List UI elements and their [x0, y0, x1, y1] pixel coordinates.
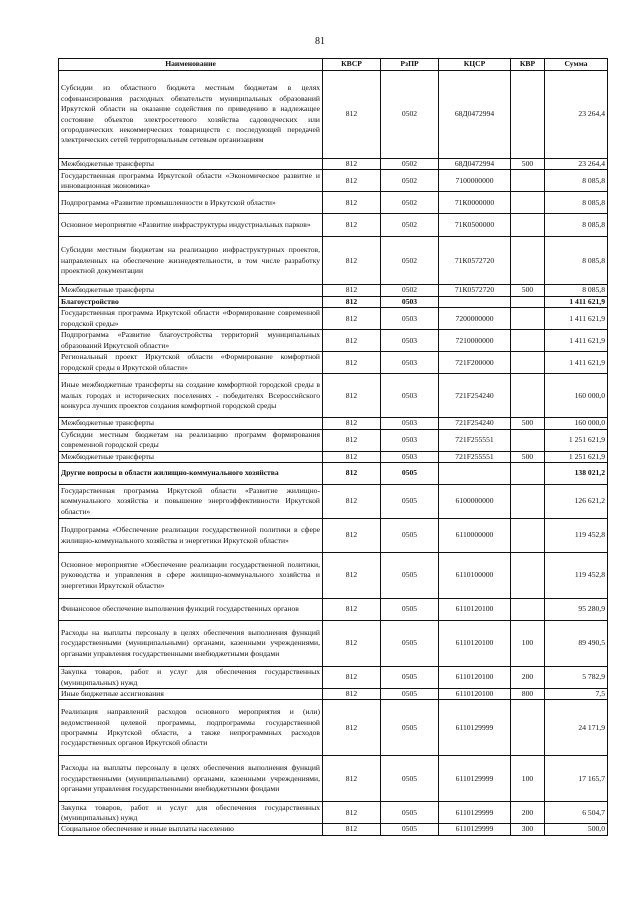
cell-kcsr: 6110120100 [439, 689, 511, 700]
cell-kvsr: 812 [323, 159, 381, 170]
cell-rzpr: 0505 [381, 802, 439, 824]
table-row [59, 429, 608, 451]
cell-rzpr: 0503 [381, 330, 439, 352]
cell-sum: 1 251 621,9 [545, 451, 608, 462]
cell-sum: 89 490,5 [545, 621, 608, 667]
table-row [59, 308, 608, 330]
cell-rzpr: 0502 [381, 237, 439, 285]
cell-kcsr: 71К0572720 [439, 237, 511, 285]
cell-kvsr: 812 [323, 802, 381, 824]
cell-kcsr: 68Д0472994 [439, 159, 511, 170]
cell-kcsr: 6110120100 [439, 621, 511, 667]
cell-name: Подпрограмма «Развитие благоустройства территорий муниципальных образований Иркутской области» [59, 330, 323, 352]
cell-rzpr: 0505 [381, 463, 439, 485]
cell-kcsr: 71К0000000 [439, 192, 511, 214]
cell-sum: 1 411 621,9 [545, 308, 608, 330]
cell-kvr [511, 429, 545, 451]
cell-kvr [511, 170, 545, 192]
table-header-row [59, 59, 608, 71]
cell-rzpr: 0505 [381, 485, 439, 519]
table-row [59, 756, 608, 802]
cell-kcsr [439, 296, 511, 307]
cell-kvsr: 812 [323, 214, 381, 237]
table-row [59, 285, 608, 296]
budget-table [58, 58, 608, 836]
table-row [59, 330, 608, 352]
cell-name: Закупка товаров, работ и услуг для обеспечения государственных (муниципальных) нужд [59, 802, 323, 824]
cell-name: Подпрограмма «Обеспечение реализации государственной политики в сфере жилищно-коммунального хозяйства и энергетики Иркутской области» [59, 519, 323, 553]
table-row [59, 352, 608, 374]
header-kvr: КВР [511, 59, 545, 71]
cell-name: Государственная программа Иркутской области «Экономическое развитие и инновационная экономика» [59, 170, 323, 192]
cell-kvr [511, 374, 545, 418]
cell-kvsr: 812 [323, 418, 381, 429]
cell-sum: 126 621,2 [545, 485, 608, 519]
cell-sum: 95 280,9 [545, 599, 608, 621]
cell-rzpr: 0505 [381, 824, 439, 835]
table-row [59, 451, 608, 462]
table-row [59, 689, 608, 700]
cell-kvr [511, 700, 545, 756]
cell-name: Основное мероприятие «Развитие инфраструктуры индустриальных парков» [59, 214, 323, 237]
cell-sum: 1 411 621,9 [545, 296, 608, 307]
cell-name: Реализация направлений расходов основного мероприятия и (или) ведомственной целевой программы, подпрограммы государственной программы Иркутской области, а также непрограммных расходов государственных органов Иркутской области [59, 700, 323, 756]
cell-kcsr: 6110000000 [439, 519, 511, 553]
cell-rzpr: 0502 [381, 159, 439, 170]
cell-kcsr: 721F254240 [439, 374, 511, 418]
cell-kvr: 500 [511, 418, 545, 429]
cell-name: Межбюджетные трансферты [59, 285, 323, 296]
cell-kvsr: 812 [323, 700, 381, 756]
cell-kvsr: 812 [323, 237, 381, 285]
cell-kvr [511, 463, 545, 485]
cell-kvr [511, 296, 545, 307]
cell-sum: 8 085,8 [545, 170, 608, 192]
table-row [59, 824, 608, 835]
table-row [59, 463, 608, 485]
cell-rzpr: 0503 [381, 296, 439, 307]
header-kvsr: КВСР [323, 59, 381, 71]
cell-name: Иные межбюджетные трансферты на создание комфортной городской среды в малых городах и исторических поселениях - победителях Всероссийского конкурса лучших проектов создания комфортной городской среды [59, 374, 323, 418]
cell-kvsr: 812 [323, 689, 381, 700]
cell-rzpr: 0503 [381, 429, 439, 451]
page-number: 81 [315, 36, 325, 47]
cell-sum: 1 411 621,9 [545, 352, 608, 374]
cell-name: Межбюджетные трансферты [59, 451, 323, 462]
cell-kvr: 100 [511, 756, 545, 802]
table-row [59, 192, 608, 214]
cell-kvsr: 812 [323, 667, 381, 689]
cell-rzpr: 0505 [381, 700, 439, 756]
cell-kvr: 200 [511, 802, 545, 824]
cell-name: Финансовое обеспечение выполнения функций государственных органов [59, 599, 323, 621]
cell-kvsr: 812 [323, 170, 381, 192]
cell-sum: 8 085,8 [545, 285, 608, 296]
cell-rzpr: 0505 [381, 621, 439, 667]
cell-kvr [511, 599, 545, 621]
cell-sum: 23 264,4 [545, 71, 608, 159]
cell-kvr [511, 519, 545, 553]
cell-name: Социальное обеспечение и иные выплаты населению [59, 824, 323, 835]
cell-kvsr: 812 [323, 599, 381, 621]
cell-sum: 8 085,8 [545, 237, 608, 285]
header-kcsr: КЦСР [439, 59, 511, 71]
cell-sum: 138 021,2 [545, 463, 608, 485]
cell-rzpr: 0505 [381, 599, 439, 621]
header-sum: Сумма [545, 59, 608, 71]
cell-rzpr: 0502 [381, 71, 439, 159]
cell-kvr [511, 71, 545, 159]
cell-kvr: 500 [511, 159, 545, 170]
cell-name: Подпрограмма «Развитие промышленности в Иркутской области» [59, 192, 323, 214]
cell-kcsr: 6110129999 [439, 700, 511, 756]
table-row [59, 621, 608, 667]
table-row [59, 214, 608, 237]
cell-kcsr: 7210000000 [439, 330, 511, 352]
cell-sum: 17 165,7 [545, 756, 608, 802]
cell-kvr [511, 308, 545, 330]
cell-kcsr: 6110129999 [439, 756, 511, 802]
table-row [59, 599, 608, 621]
cell-kvsr: 812 [323, 553, 381, 599]
cell-kcsr: 6110120100 [439, 667, 511, 689]
cell-name: Субсидии местным бюджетам на реализацию инфраструктурных проектов, направленных на обеспечение жизнедеятельности, в том числе разработку проектной документации [59, 237, 323, 285]
cell-sum: 160 000,0 [545, 418, 608, 429]
cell-kvsr: 812 [323, 429, 381, 451]
cell-kcsr: 6110129999 [439, 824, 511, 835]
cell-kcsr: 721F255551 [439, 451, 511, 462]
cell-sum: 6 504,7 [545, 802, 608, 824]
cell-sum: 24 171,9 [545, 700, 608, 756]
cell-kcsr: 721F255551 [439, 429, 511, 451]
cell-kvsr: 812 [323, 285, 381, 296]
cell-kvr [511, 214, 545, 237]
cell-kvsr: 812 [323, 192, 381, 214]
cell-kvr: 300 [511, 824, 545, 835]
cell-kvr [511, 485, 545, 519]
cell-rzpr: 0503 [381, 451, 439, 462]
cell-kvsr: 812 [323, 352, 381, 374]
cell-sum: 7,5 [545, 689, 608, 700]
cell-kcsr: 7100000000 [439, 170, 511, 192]
cell-kcsr [439, 463, 511, 485]
table-row [59, 553, 608, 599]
cell-name: Субсидии из областного бюджета местным бюджетам в целях софинансирования расходных обязательств муниципальных образований Иркутской области на оказание содействия по приведению в надлежащее состояние объектов электросетевого хозяйства садоводческих или огороднических некоммерческих товариществ с последующей передачей электрических сетей территориальным сетевым организациям [59, 71, 323, 159]
table-row [59, 418, 608, 429]
cell-name: Расходы на выплаты персоналу в целях обеспечения выполнения функций государственными (муниципальными) органами, казенными учреждениями, органами управления государственными внебюджетными фондами [59, 621, 323, 667]
cell-kvsr: 812 [323, 296, 381, 307]
cell-kvr [511, 330, 545, 352]
cell-sum: 8 085,8 [545, 214, 608, 237]
cell-kvr: 800 [511, 689, 545, 700]
cell-kvr: 500 [511, 451, 545, 462]
cell-rzpr: 0503 [381, 308, 439, 330]
cell-kcsr: 6110120100 [439, 599, 511, 621]
table-row [59, 700, 608, 756]
table-row [59, 667, 608, 689]
cell-kvr [511, 192, 545, 214]
cell-rzpr: 0502 [381, 170, 439, 192]
cell-name: Государственная программа Иркутской области «Развитие жилищно-коммунального хозяйства и повышение энергоэффективности Иркутской области» [59, 485, 323, 519]
cell-name: Региональный проект Иркутской области «Формирование комфортной городской среды в Иркутской области» [59, 352, 323, 374]
cell-kcsr: 721F254240 [439, 418, 511, 429]
cell-sum: 119 452,8 [545, 553, 608, 599]
cell-kvr [511, 352, 545, 374]
cell-rzpr: 0503 [381, 352, 439, 374]
cell-kvsr: 812 [323, 756, 381, 802]
header-rzpr: РзПР [381, 59, 439, 71]
cell-kvr: 100 [511, 621, 545, 667]
cell-kcsr: 6110100000 [439, 553, 511, 599]
cell-kvsr: 812 [323, 621, 381, 667]
cell-name: Субсидии местным бюджетам на реализацию программ формирования современной городской среды [59, 429, 323, 451]
cell-rzpr: 0502 [381, 192, 439, 214]
cell-kvsr: 812 [323, 824, 381, 835]
cell-sum: 500,0 [545, 824, 608, 835]
cell-rzpr: 0502 [381, 214, 439, 237]
cell-name: Закупка товаров, работ и услуг для обеспечения государственных (муниципальных) нужд [59, 667, 323, 689]
cell-kvr: 200 [511, 667, 545, 689]
cell-kcsr: 68Д0472994 [439, 71, 511, 159]
table-row [59, 374, 608, 418]
cell-sum: 1 251 621,9 [545, 429, 608, 451]
cell-sum: 8 085,8 [545, 192, 608, 214]
cell-rzpr: 0503 [381, 418, 439, 429]
cell-name: Иные бюджетные ассигнования [59, 689, 323, 700]
cell-kcsr: 6100000000 [439, 485, 511, 519]
cell-rzpr: 0503 [381, 374, 439, 418]
cell-rzpr: 0505 [381, 667, 439, 689]
cell-name: Государственная программа Иркутской области «Формирование современной городской среды» [59, 308, 323, 330]
cell-kcsr: 71К0572720 [439, 285, 511, 296]
cell-kvr: 500 [511, 285, 545, 296]
cell-kcsr: 71К0500000 [439, 214, 511, 237]
table-row [59, 296, 608, 307]
cell-kvsr: 812 [323, 485, 381, 519]
cell-kcsr: 721F200000 [439, 352, 511, 374]
table-row [59, 802, 608, 824]
table-row [59, 237, 608, 285]
cell-kvsr: 812 [323, 308, 381, 330]
cell-name: Другие вопросы в области жилищно-коммунального хозяйства [59, 463, 323, 485]
cell-name: Основное мероприятие «Обеспечение реализации государственной политики, руководства и управления в сфере жилищно-коммунального хозяйства и энергетики Иркутской области» [59, 553, 323, 599]
cell-kcsr: 7200000000 [439, 308, 511, 330]
cell-kvr [511, 553, 545, 599]
cell-name: Межбюджетные трансферты [59, 159, 323, 170]
cell-kvr [511, 237, 545, 285]
cell-rzpr: 0502 [381, 285, 439, 296]
table-row [59, 485, 608, 519]
cell-name: Расходы на выплаты персоналу в целях обеспечения выполнения функций государственными (муниципальными) органами, казенными учреждениями, органами управления государственными внебюджетными фондами [59, 756, 323, 802]
cell-name: Благоустройство [59, 296, 323, 307]
cell-rzpr: 0505 [381, 756, 439, 802]
header-name: Наименование [59, 59, 323, 71]
cell-sum: 1 411 621,9 [545, 330, 608, 352]
table-body [59, 71, 608, 836]
table-row [59, 71, 608, 159]
table-row [59, 159, 608, 170]
cell-sum: 119 452,8 [545, 519, 608, 553]
cell-kcsr: 6110129999 [439, 802, 511, 824]
cell-sum: 160 000,0 [545, 374, 608, 418]
table-row [59, 170, 608, 192]
cell-rzpr: 0505 [381, 519, 439, 553]
cell-kvsr: 812 [323, 71, 381, 159]
cell-sum: 23 264,4 [545, 159, 608, 170]
cell-kvsr: 812 [323, 451, 381, 462]
cell-rzpr: 0505 [381, 689, 439, 700]
cell-kvsr: 812 [323, 463, 381, 485]
table-row [59, 519, 608, 553]
cell-sum: 5 782,9 [545, 667, 608, 689]
cell-kvsr: 812 [323, 330, 381, 352]
cell-kvsr: 812 [323, 374, 381, 418]
cell-name: Межбюджетные трансферты [59, 418, 323, 429]
cell-kvsr: 812 [323, 519, 381, 553]
cell-rzpr: 0505 [381, 553, 439, 599]
